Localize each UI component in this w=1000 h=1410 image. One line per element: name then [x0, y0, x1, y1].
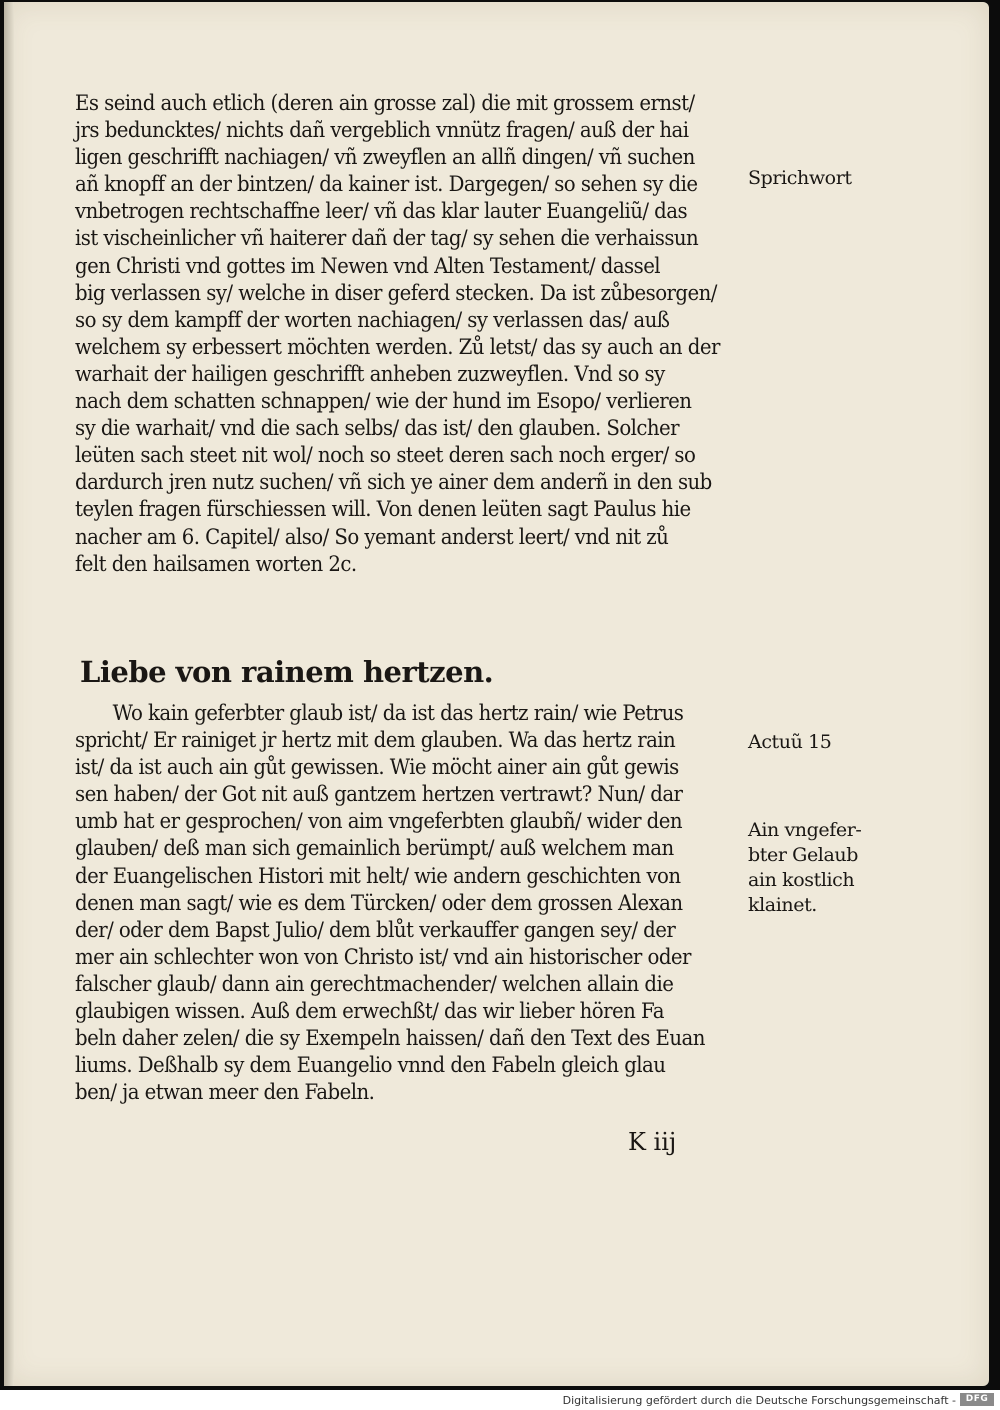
dfg-logo-icon: DFG	[960, 1393, 994, 1406]
text-line: añ knopff an der bintzen/ da kainer ist. Dargegen/ so sehen sy die	[75, 172, 698, 197]
text-line: leüten sach steet nit wol/ noch so steet deren sach noch erger/ so	[75, 443, 696, 468]
text-line: warhait der hailigen geschrifft anheben zuzweyflen. Vnd so sy	[75, 361, 665, 386]
margin-note-line: bter Gelaub	[748, 844, 858, 866]
paragraph-2	[75, 700, 740, 1106]
text-line: der/ oder dem Bapst Julio/ dem blůt verkauffer gangen sey/ der	[75, 917, 676, 942]
text-line: glauben/ deß man sich gemainlich berümpt/ auß welchem man	[75, 836, 674, 861]
footer-bar	[0, 1390, 1000, 1410]
margin-note-line: ain kostlich	[748, 869, 855, 891]
text-line: teylen fragen fürschiessen will. Von denen leüten sagt Paulus hie	[75, 497, 691, 522]
text-line: Es seind auch etlich (deren ain grosse zal) die mit grossem ernst/	[75, 91, 695, 115]
text-line: glaubigen wissen. Auß dem erwechßt/ das wir lieber hören Fa	[75, 999, 664, 1024]
text-line: jrs beduncktes/ nichts dañ vergeblich vnnütz fragen/ auß der hai	[75, 118, 689, 143]
margin-note-actuum: Actuũ 15	[748, 731, 832, 753]
text-line: ist vischeinlicher vñ haiterer dañ der tag/ sy sehen die verhaissun	[75, 226, 699, 251]
text-line: ist/ da ist auch ain gůt gewissen. Wie möcht ainer ain gůt gewis	[75, 755, 679, 780]
text-line: beln daher zelen/ die sy Exempeln haissen/ dañ den Text des Euan	[75, 1026, 705, 1051]
text-line: big verlassen sy/ welche in diser geferd stecken. Da ist zůbesorgen/	[75, 280, 717, 305]
page-gutter-shadow	[4, 2, 14, 1386]
text-line: umb hat er gesprochen/ von aim vngeferbten glaubñ/ wider den	[75, 809, 683, 834]
text-line: nach dem schatten schnappen/ wie der hund im Esopo/ verlieren	[75, 389, 692, 414]
text-line: ben/ ja etwan meer den Fabeln.	[75, 1080, 375, 1105]
paragraph-1	[75, 90, 740, 578]
text-line: liums. Deßhalb sy dem Euangelio vnnd den Fabeln gleich glau	[75, 1053, 666, 1078]
text-line: mer ain schlechter won von Christo ist/ vnd ain historischer oder	[75, 944, 691, 969]
text-line: felt den hailsamen worten 2c.	[75, 551, 357, 576]
text-line: denen man sagt/ wie es dem Türcken/ oder dem grossen Alexan	[75, 890, 683, 915]
signature-mark: K iij	[628, 1128, 677, 1156]
section-heading: Liebe von rainem hertzen.	[80, 655, 494, 689]
text-line: welchem sy erbessert möchten werden. Zů letst/ das sy auch an der	[75, 334, 720, 359]
text-line: sen haben/ der Got nit auß gantzem hertzen vertrawt? Nun/ dar	[75, 782, 683, 807]
text-line: der Euangelischen Histori mit helt/ wie andern geschichten von	[75, 863, 681, 888]
text-line: gen Christi vnd gottes im Newen vnd Alten Testament/ dassel	[75, 253, 661, 278]
margin-note-line: Ain vngefer-	[748, 819, 862, 841]
text-line: so sy dem kampff der worten nachiagen/ sy verlassen das/ auß	[75, 307, 670, 332]
text-line: ligen geschrifft nachiagen/ vñ zweyflen an allñ dingen/ vñ suchen	[75, 145, 695, 170]
text-line: dardurch jren nutz suchen/ vñ sich ye ainer dem anderñ in den sub	[75, 470, 712, 495]
text-line: nacher am 6. Capitel/ also/ So yemant anderst leert/ vnd nit zů	[75, 524, 669, 549]
text-line: spricht/ Er rainiget jr hertz mit dem glauben. Wa das hertz rain	[75, 728, 676, 753]
text-line: sy die warhait/ vnd die sach selbs/ das ist/ den glauben. Solcher	[75, 416, 680, 441]
margin-note-line: klainet.	[748, 894, 817, 916]
margin-note-sprichwort: Sprichwort	[748, 167, 852, 189]
footer-credit: Digitalisierung gefördert durch die Deutsche Forschungsgemeinschaft -	[562, 1394, 956, 1407]
text-line: vnbetrogen rechtschaffne leer/ vñ das klar lauter Euangeliũ/ das	[75, 199, 688, 224]
margin-note-glaub	[748, 818, 861, 918]
text-line: Wo kain geferbter glaub ist/ da ist das hertz rain/ wie Petrus	[112, 701, 684, 725]
text-line: falscher glaub/ dann ain gerechtmachender/ welchen allain die	[75, 971, 674, 996]
